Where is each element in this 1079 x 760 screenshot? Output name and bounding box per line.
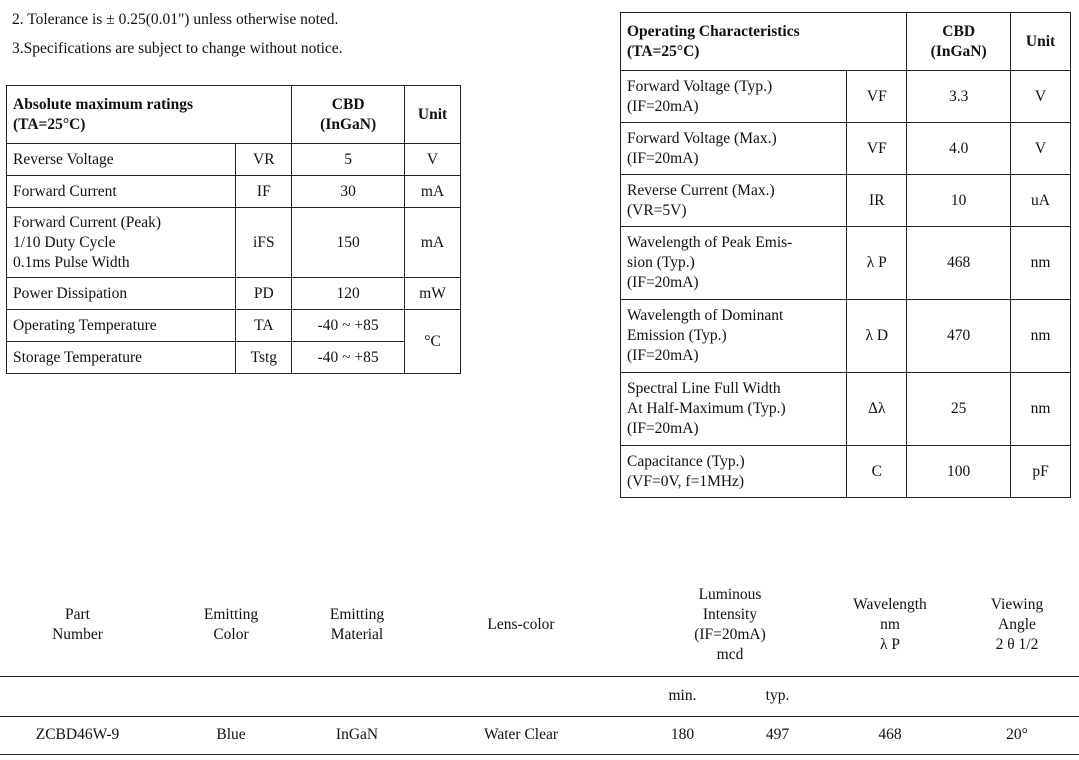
part-table-subheader: min. typ. bbox=[0, 676, 1079, 716]
operating-characteristics-table bbox=[620, 12, 1071, 498]
col-luminous-intensity: Luminous Intensity (IF=20mA) mcd bbox=[635, 574, 825, 676]
table-row: Wavelength of Dominant Emission (Typ.) (IF=20mA) λ D 470 nm bbox=[621, 300, 1071, 373]
oc-col-unit: Unit bbox=[1011, 13, 1071, 71]
oc-col-cbd: CBD (InGaN) bbox=[907, 13, 1011, 71]
col-lens-color: Lens-color bbox=[407, 574, 635, 676]
table-row: ZCBD46W-9 Blue InGaN Water Clear 180 497 468 20° bbox=[0, 716, 1079, 754]
table-row: Spectral Line Full Width At Half-Maximum (Typ.) (IF=20mA) Δλ 25 nm bbox=[621, 373, 1071, 446]
col-viewing-angle: Viewing Angle 2 θ 1/2 bbox=[955, 574, 1079, 676]
amr-col-cbd: CBD (InGaN) bbox=[292, 86, 405, 144]
table-row: Reverse Current (Max.) (VR=5V) IR 10 uA bbox=[621, 175, 1071, 227]
oc-title: Operating Characteristics (TA=25°C) bbox=[621, 13, 907, 71]
amr-title: Absolute maximum ratings (TA=25°C) bbox=[7, 86, 292, 144]
table-row: Power Dissipation PD 120 mW bbox=[7, 278, 461, 310]
col-part-number: Part Number bbox=[0, 574, 155, 676]
col-wavelength: Wavelength nm λ P bbox=[825, 574, 955, 676]
col-emitting-color: Emitting Color bbox=[155, 574, 307, 676]
note-tolerance: 2. Tolerance is ± 0.25(0.01") unless otherwise noted. bbox=[12, 11, 339, 28]
part-number-table bbox=[0, 574, 1079, 755]
table-row: Forward Voltage (Typ.) (IF=20mA) VF 3.3 V bbox=[621, 71, 1071, 123]
table-row: Capacitance (Typ.) (VF=0V, f=1MHz) C 100 pF bbox=[621, 446, 1071, 498]
col-emitting-material: Emitting Material bbox=[307, 574, 407, 676]
amr-col-unit: Unit bbox=[405, 86, 461, 144]
part-table-header bbox=[0, 574, 1079, 676]
table-row: Forward Current IF 30 mA bbox=[7, 176, 461, 208]
table-row: Operating Temperature TA -40 ~ +85 °C bbox=[7, 310, 461, 342]
table-row: Forward Voltage (Max.) (IF=20mA) VF 4.0 V bbox=[621, 123, 1071, 175]
table-row: Forward Current (Peak) 1/10 Duty Cycle 0.1ms Pulse Width iFS 150 mA bbox=[7, 208, 461, 278]
table-row: Wavelength of Peak Emis- sion (Typ.) (IF=20mA) λ P 468 nm bbox=[621, 227, 1071, 300]
table-row: Reverse Voltage VR 5 V bbox=[7, 144, 461, 176]
note-specifications: 3.Specifications are subject to change without notice. bbox=[12, 40, 343, 57]
table-row: Storage Temperature Tstg -40 ~ +85 bbox=[7, 342, 461, 374]
absolute-maximum-ratings-table bbox=[6, 85, 461, 374]
